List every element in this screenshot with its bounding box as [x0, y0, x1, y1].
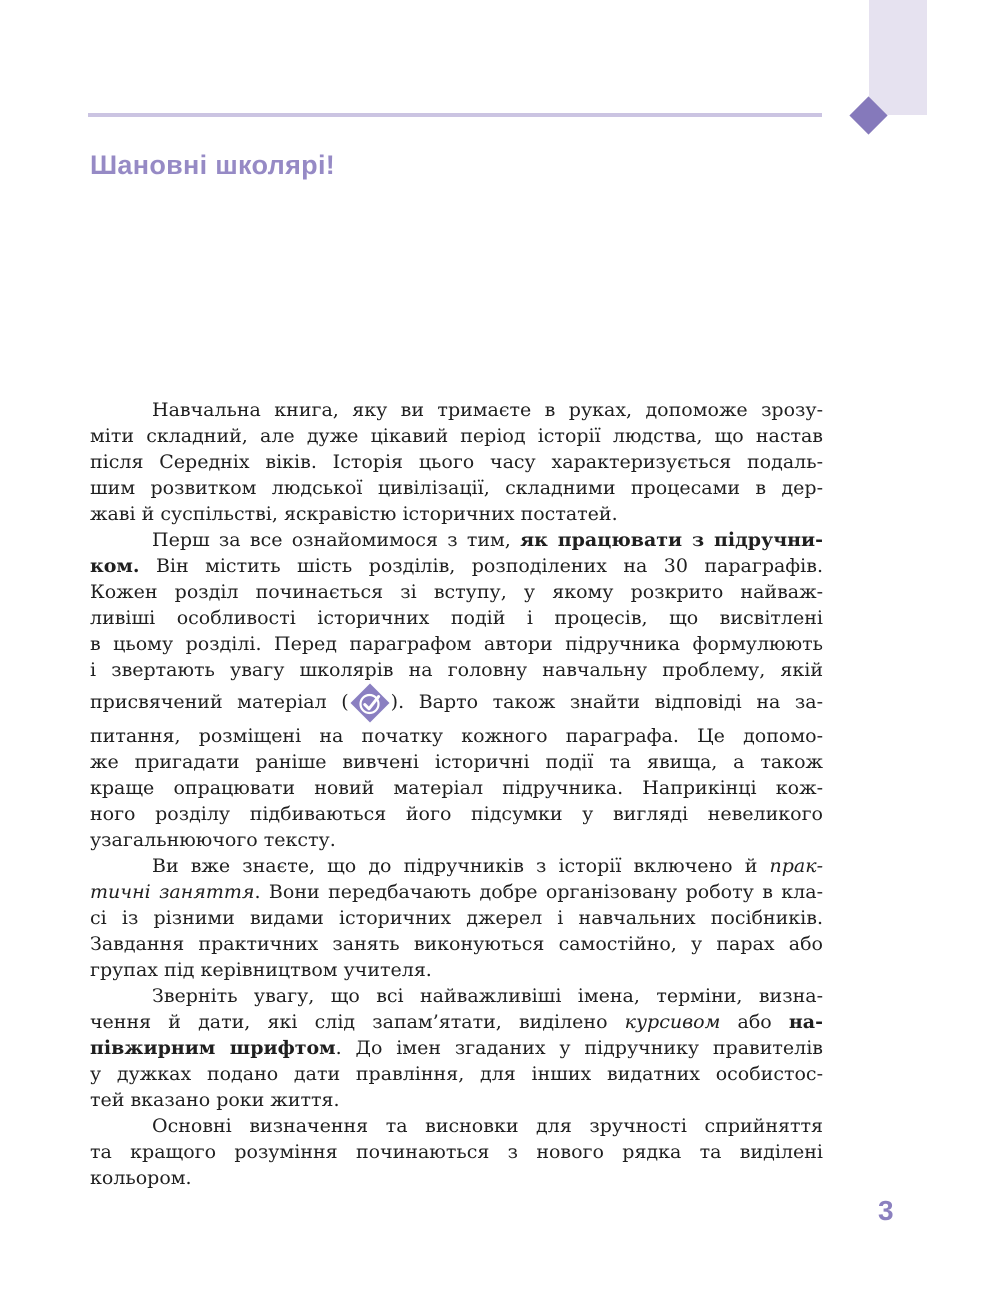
text-segment: шим розвитком людської цивілізації, складними процесами в дер-	[90, 477, 823, 499]
text-line	[90, 1165, 823, 1191]
text-segment: як працювати з підручни-	[520, 529, 823, 551]
text-segment: на-	[788, 1011, 823, 1033]
text-segment: Зверніть увагу, що всі найважливіші імена, терміни, визна-	[152, 985, 823, 1007]
text-segment: чення й дати, які слід запам’ятати, виділено	[90, 1011, 625, 1033]
text-segment: жаві й суспільстві, яскравістю історичних постатей.	[90, 503, 618, 525]
text-line	[90, 1009, 823, 1035]
text-line	[90, 449, 823, 475]
text-line	[90, 397, 823, 423]
text-segment: і звертають увагу школярів на головну навчальну проблему, якій	[90, 659, 823, 681]
text-segment: Основні визначення та висновки для зручності сприйняття	[152, 1115, 823, 1137]
text-line	[90, 423, 823, 449]
text-segment: Навчальна книга, яку ви тримаєте в руках, допоможе зрозу-	[152, 399, 823, 421]
text-segment: курсивом	[624, 1011, 721, 1033]
text-line	[90, 501, 823, 527]
text-line	[90, 657, 823, 683]
text-segment: . Вони передбачають добре організовану роботу в кла-	[254, 881, 824, 903]
text-line	[90, 879, 823, 905]
text-segment: Завдання практичних занять виконуються самостійно, у парах або	[90, 933, 823, 955]
text-line	[90, 1087, 823, 1113]
text-line	[90, 1035, 823, 1061]
text-segment: в цьому розділі. Перед параграфом автори підручника формулюють	[90, 633, 823, 655]
text-line	[90, 983, 823, 1009]
text-line	[90, 749, 823, 775]
text-line	[90, 1139, 823, 1165]
text-line	[90, 957, 823, 983]
text-line	[90, 1113, 823, 1139]
text-segment: Кожен розділ починається зі вступу, у якому розкрито найваж-	[90, 581, 823, 603]
text-segment: ливіші особливості історичних подій і процесів, що висвітлені	[90, 607, 823, 629]
body-text	[90, 397, 823, 1191]
text-line	[90, 631, 823, 657]
text-line	[90, 801, 823, 827]
page-heading: Шановні школярі!	[90, 150, 336, 180]
text-segment: же пригадати раніше вивчені історичні події та явища, а також	[90, 751, 823, 773]
paragraph	[90, 853, 823, 983]
text-segment: після Середніх віків. Історія цього часу характеризується подаль-	[90, 451, 823, 473]
text-segment: узагальнюючого тексту.	[90, 829, 336, 851]
text-line	[90, 579, 823, 605]
text-line	[90, 527, 823, 553]
text-line	[90, 1061, 823, 1087]
text-line	[90, 905, 823, 931]
text-segment: ного розділу підбиваються його підсумки у вигляді невеликого	[90, 803, 823, 825]
text-segment: у дужках подано дати правління, для інших видатних особистос-	[90, 1063, 823, 1085]
text-segment: сі із різними видами історичних джерел і навчальних посібників.	[90, 907, 823, 929]
text-line	[90, 853, 823, 879]
paragraph	[90, 983, 823, 1113]
text-segment: кольором.	[90, 1167, 192, 1189]
text-segment: та кращого розуміння починаються з нового рядка та виділені	[90, 1141, 823, 1163]
text-segment: ). Варто також знайти відповіді на за-	[390, 691, 823, 713]
corner-band	[869, 0, 927, 115]
text-segment: групах під керівництвом учителя.	[90, 959, 432, 981]
text-segment: Він містить шість розділів, розподілених на 30 параграфів.	[139, 555, 823, 577]
text-segment: тей вказано роки життя.	[90, 1089, 340, 1111]
text-line	[90, 723, 823, 749]
text-segment: Ви вже знаєте, що до підручників з історії включено й	[152, 855, 770, 877]
text-line	[90, 475, 823, 501]
text-segment: міти складний, але дуже цікавий період історії людства, що настав	[90, 425, 823, 447]
text-line	[90, 827, 823, 853]
paragraph	[90, 397, 823, 527]
text-segment: краще опрацювати новий матеріал підручника. Наприкінці кож-	[90, 777, 823, 799]
text-segment: прак-	[769, 855, 823, 877]
text-segment: півжирним шрифтом	[90, 1037, 336, 1059]
text-line	[90, 553, 823, 579]
text-line	[90, 683, 823, 723]
paragraph	[90, 1113, 823, 1191]
text-segment: ком.	[90, 555, 140, 577]
text-segment: або	[720, 1011, 789, 1033]
diamond-check-icon	[350, 683, 390, 723]
text-segment: тичні заняття	[90, 881, 255, 903]
page-number: 3	[878, 1195, 894, 1226]
text-line	[90, 775, 823, 801]
top-rule	[88, 113, 822, 117]
text-segment: питання, розміщені на початку кожного параграфа. Це допомо-	[90, 725, 823, 747]
text-line	[90, 931, 823, 957]
text-segment: присвячений матеріал (	[90, 691, 349, 713]
text-line	[90, 605, 823, 631]
text-segment: . До імен згаданих у підручнику правителів	[335, 1037, 824, 1059]
text-segment: Перш за все ознайомимося з тим,	[152, 529, 521, 551]
paragraph	[90, 527, 823, 853]
